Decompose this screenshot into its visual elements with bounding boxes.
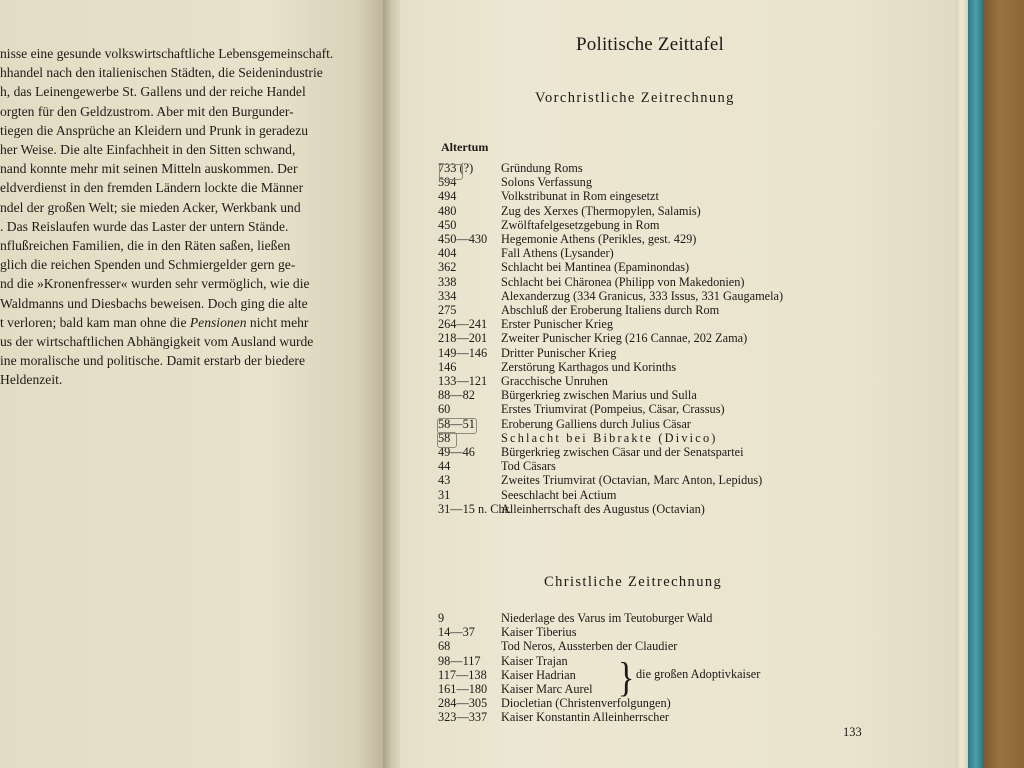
timeline-event: Tod Neros, Aussterben der Claudier <box>501 639 678 654</box>
timeline-event: Erster Punischer Krieg <box>501 317 614 332</box>
timeline-year: 58—51 <box>438 416 475 431</box>
section-heading-ad: Christliche Zeitrechnung <box>544 574 723 590</box>
timeline-event: Schlacht bei Bibrakte (Divico) <box>501 430 718 445</box>
timeline-year: 98—117 <box>438 653 481 668</box>
page-number: 133 <box>843 725 862 739</box>
timeline-event: Zwölftafelgesetzgebung in Rom <box>501 217 660 232</box>
left-line <box>0 313 350 332</box>
section-heading-bc: Vorchristliche Zeitrechnung <box>535 90 735 106</box>
timeline-row <box>438 502 858 517</box>
timeline-event: Zerstörung Karthagos und Korinths <box>501 359 677 374</box>
timeline-row <box>438 473 858 488</box>
timeline-event: Abschluß der Eroberung Italiens durch Rom <box>501 303 720 317</box>
left-line-start: t verloren; bald kam man ohne die <box>0 314 190 330</box>
timeline-event: Zug des Xerxes (Thermopylen, Salamis) <box>501 203 701 218</box>
timeline-event: Solons Verfassung <box>501 175 592 190</box>
timeline-year: 450—430 <box>438 232 488 246</box>
timeline-row <box>438 611 858 626</box>
timeline-year: 88—82 <box>438 388 475 403</box>
timeline-row <box>438 417 858 432</box>
timeline-year: 275 <box>438 303 457 317</box>
left-line: tiegen die Ansprüche an Kleidern und Prunk in geradezu <box>0 122 309 138</box>
timeline-event: Gracchische Unruhen <box>501 374 608 388</box>
timeline-row <box>438 710 858 725</box>
left-line: nand konnte mehr mit seinen Mitteln auskommen. Der <box>0 161 298 177</box>
timeline-row <box>438 488 858 503</box>
left-page-text <box>0 44 350 390</box>
timeline-event: Kaiser Tiberius <box>501 625 577 640</box>
left-line: hhandel nach den italienischen Städten, die Seidenindustrie <box>0 65 323 81</box>
left-line: nflußreichen Familien, die in den Räten saßen, ließen <box>0 238 291 254</box>
timeline-event: Kaiser Marc Aurel <box>501 682 593 696</box>
timeline-event: Alexanderzug (334 Granicus, 333 Issus, 331 Gaugamela) <box>501 288 784 303</box>
brace-label: die großen Adoptivkaiser <box>636 667 761 681</box>
left-line: Waldmanns und Diesbachs beweisen. Doch ging die alte <box>0 295 308 311</box>
left-line: eldverdienst in den fremden Ländern lockte die Männer <box>0 180 304 196</box>
timeline-row <box>438 374 858 389</box>
timeline-row <box>438 459 858 474</box>
timeline-year: 161—180 <box>438 682 488 696</box>
timeline-event: Zweites Triumvirat (Octavian, Marc Anton, Lepidus) <box>501 473 763 488</box>
timeline-event: Erstes Triumvirat (Pompeius, Cäsar, Crassus) <box>501 402 725 417</box>
timeline-event: Diocletian (Christenverfolgungen) <box>501 696 671 711</box>
timeline-row <box>438 232 858 247</box>
timeline-event: Hegemonie Athens (Perikles, gest. 429) <box>501 232 697 246</box>
timeline-year: 44 <box>438 459 451 474</box>
timeline-year: 149—146 <box>438 345 488 360</box>
timeline-row <box>438 204 858 219</box>
timeline-row <box>438 696 858 711</box>
timeline-year: 49—46 <box>438 445 475 459</box>
timeline-year: 594 <box>438 175 457 190</box>
timeline-row <box>438 360 858 375</box>
timeline-row <box>438 431 858 446</box>
timeline-year: 60 <box>438 402 451 417</box>
timeline-row <box>438 682 858 697</box>
timeline-event: Bürgerkrieg zwischen Cäsar und der Senatspartei <box>501 445 744 459</box>
timeline-event: Schlacht bei Chäronea (Philipp von Makedonien) <box>501 274 745 289</box>
timeline-row <box>438 639 858 654</box>
pencil-mark <box>437 432 457 448</box>
timeline-year: 9 <box>438 611 445 625</box>
timeline-row <box>438 175 858 190</box>
timeline-year: 450 <box>438 217 457 232</box>
timeline-event: Seeschlacht bei Actium <box>501 487 617 502</box>
brace-mark: } <box>618 656 635 701</box>
timeline-year: 31—15 n. Chr. <box>438 501 512 516</box>
timeline-year: 733 (?) <box>438 161 474 175</box>
italic-word: Pensionen <box>189 314 247 330</box>
timeline-event: Kaiser Trajan <box>501 653 568 668</box>
timeline-event: Schlacht bei Mantinea (Epaminondas) <box>501 260 690 275</box>
left-line: nd die »Kronenfresser« wurden sehr vermöglich, wie die <box>0 276 310 292</box>
timeline-event: Eroberung Galliens durch Julius Cäsar <box>501 416 691 431</box>
timeline-row <box>438 218 858 233</box>
timeline-row <box>438 317 858 332</box>
timeline-row <box>438 289 858 304</box>
timeline-event: Niederlage des Varus im Teutoburger Wald <box>501 611 713 625</box>
timeline-row <box>438 346 858 361</box>
timeline-year: 14—37 <box>438 625 475 640</box>
timeline-year: 494 <box>438 189 457 204</box>
left-line: her Weise. Die alte Einfachheit in den Sitten schwand, <box>0 142 296 158</box>
timeline-row <box>438 275 858 290</box>
timeline-year: 31 <box>438 487 451 502</box>
timeline-year: 334 <box>438 288 457 303</box>
timeline-event: Fall Athens (Lysander) <box>501 246 614 261</box>
left-line: us der wirtschaftlichen Abhängigkeit vom Ausland wurde <box>0 334 314 350</box>
timeline-event: Dritter Punischer Krieg <box>501 345 617 360</box>
timeline-row <box>438 625 858 640</box>
timeline-event: Kaiser Hadrian <box>501 667 576 682</box>
left-line: ine moralische und politische. Damit erstarb der biedere <box>0 353 305 369</box>
timeline-year: 404 <box>438 246 457 261</box>
timeline-year: 338 <box>438 274 457 289</box>
left-line: orgten für den Geldzustrom. Aber mit den Burgunder- <box>0 103 294 119</box>
timeline-year: 58 <box>438 430 451 445</box>
timeline-row <box>438 331 858 346</box>
timeline-row <box>438 303 858 318</box>
left-line: ndel der großen Welt; sie mieden Acker, Werkbank und <box>0 199 301 215</box>
timeline-year: 68 <box>438 639 451 654</box>
timeline-row <box>438 161 858 176</box>
timeline-event: Gründung Roms <box>501 161 583 175</box>
timeline-year: 264—241 <box>438 317 488 332</box>
timeline-year: 146 <box>438 359 457 374</box>
timeline-row <box>438 402 858 417</box>
table-surface <box>984 0 1024 768</box>
timeline-row <box>438 260 858 275</box>
timeline-event: Alleinherrschaft des Augustus (Octavian) <box>501 501 705 516</box>
left-line: nisse eine gesunde volkswirtschaftliche Lebensgemeinschaft. <box>0 46 334 61</box>
left-line: . Das Reislaufen wurde das Laster der untern Stände. <box>0 218 289 234</box>
book-cover-edge <box>968 0 984 768</box>
page-title: Politische Zeittafel <box>576 34 725 55</box>
timeline-row <box>438 445 858 460</box>
timeline-event: Tod Cäsars <box>501 459 556 474</box>
timeline-year: 480 <box>438 203 457 218</box>
timeline-event: Volkstribunat in Rom eingesetzt <box>501 189 659 204</box>
timeline-row <box>438 189 858 204</box>
timeline-year: 362 <box>438 260 457 275</box>
timeline-year: 218—201 <box>438 331 488 346</box>
timeline-year: 117—138 <box>438 667 487 682</box>
timeline-event: Bürgerkrieg zwischen Marius und Sulla <box>501 388 697 403</box>
timeline-year: 284—305 <box>438 696 488 711</box>
timeline-row <box>438 388 858 403</box>
timeline-year: 133—121 <box>438 374 488 388</box>
left-line: glich die reichen Spenden und Schmiergelder gern ge- <box>0 257 296 273</box>
timeline-year: 323—337 <box>438 710 488 725</box>
left-line: Heldenzeit. <box>0 372 63 388</box>
left-line: h, das Leinengewerbe St. Gallens und der reiche Handel <box>0 84 306 100</box>
timeline-row <box>438 246 858 261</box>
left-line-end: nicht mehr <box>246 314 309 330</box>
timeline-year: 43 <box>438 473 451 488</box>
timeline-event: Zweiter Punischer Krieg (216 Cannae, 202 Zama) <box>501 331 748 346</box>
timeline-event: Kaiser Konstantin Alleinherrscher <box>501 710 670 725</box>
pencil-mark <box>439 164 463 180</box>
subsection-heading: Altertum <box>441 140 489 154</box>
